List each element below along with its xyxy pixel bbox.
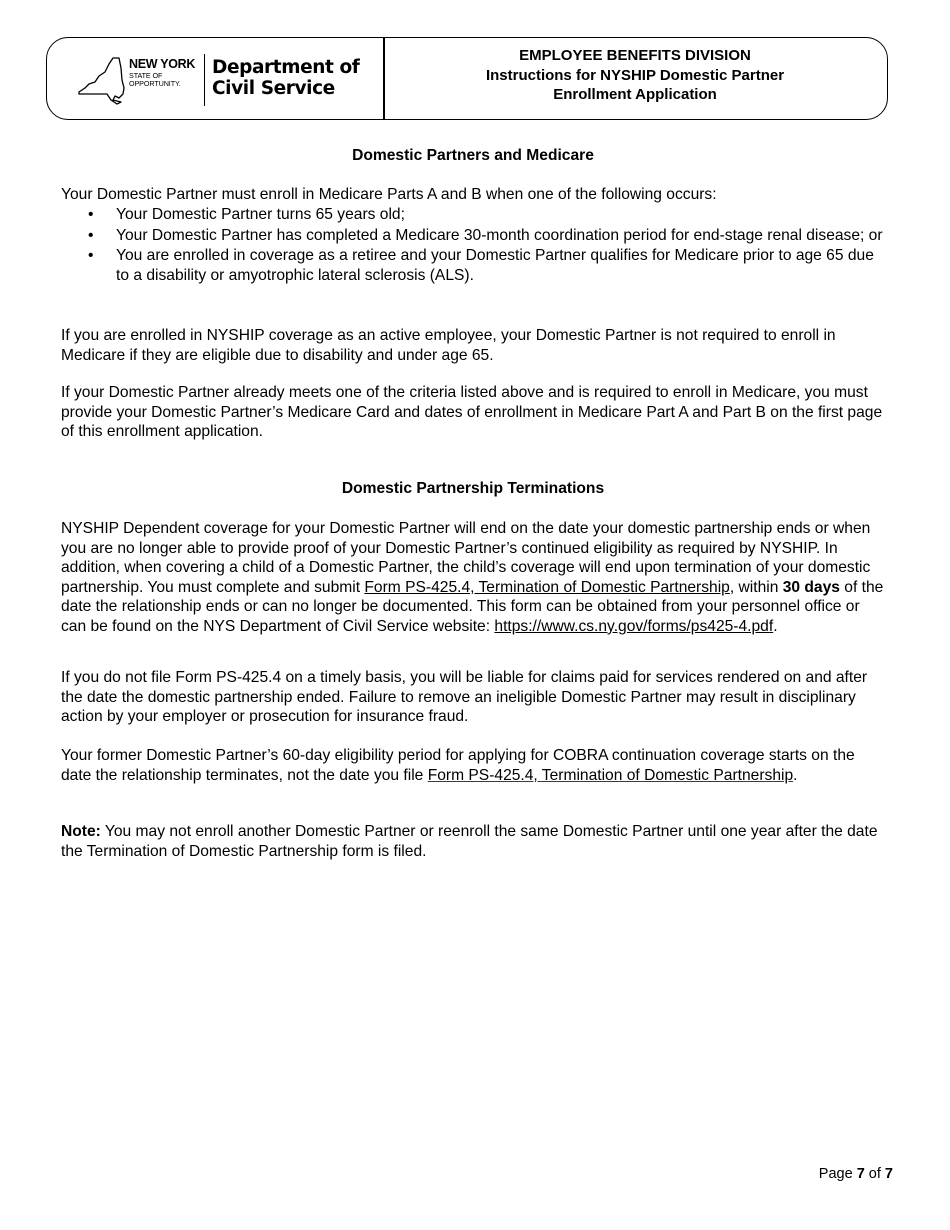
page-number: Page 7 of 7	[818, 1166, 893, 1182]
list-item: • Your Domestic Partner has completed a Medicare 30-month coordination period for end-stage renal disease; or	[61, 226, 887, 246]
department-line-1: Department of	[212, 57, 360, 78]
state-name: NEW YORK	[129, 57, 196, 71]
section-heading-medicare: Domestic Partners and Medicare	[352, 147, 594, 164]
form-ps425-4-link[interactable]: Form PS-425.4, Termination of Domestic Partnership	[427, 766, 794, 784]
page-header	[46, 37, 888, 120]
medicare-criteria-list	[61, 205, 887, 286]
state-tagline-2: OPPORTUNITY.	[129, 78, 181, 88]
list-item: • Your Domestic Partner turns 65 years old;	[61, 205, 887, 225]
note-paragraph: Note: You may not enroll another Domestic Partner or reenroll the same Domestic Partner until one year after the date the Termination of Domestic Partnership form is filed.	[61, 823, 878, 860]
cobra-paragraph: Your former Domestic Partner’s 60-day eligibility period for applying for COBRA continuation coverage starts on the date the relationship terminates, not the date you file Form PS-425.4, Termination of Domestic Partnership.	[61, 747, 855, 784]
form-url-link[interactable]: https://www.cs.ny.gov/forms/ps425-4.pdf	[494, 617, 774, 635]
note-label: Note:	[61, 823, 101, 840]
department-line-2: Civil Service	[212, 78, 335, 99]
state-tagline-1: STATE OF	[129, 70, 163, 80]
list-item: • You are enrolled in coverage as a retiree and your Domestic Partner qualifies for Medicare prior to age 65 due to a disability or amyotrophic lateral sclerosis (ALS).	[61, 246, 887, 285]
active-employee-paragraph: If you are enrolled in NYSHIP coverage as an active employee, your Domestic Partner is not required to enroll in Medicare if they are eligible due to disability and under age 65.	[61, 327, 836, 364]
department-wordmark	[212, 57, 359, 99]
title-line-3: Enrollment Application	[553, 86, 717, 103]
section-heading-terminations: Domestic Partnership Terminations	[341, 480, 605, 497]
termination-paragraph: NYSHIP Dependent coverage for your Domestic Partner will end on the date your domestic partnership ends or when you are no longer able to provide proof of your Domestic Partner’s continued eligibility as required by NYSHIP. In addition, when covering a child of a Domestic Partner, the child’s coverage will end upon termination of your domestic partnership. You must complete and submit Form PS-425.4, Termination of Domestic Partnership, within 30 days of the date the relationship ends or can no longer be documented. This form can be obtained from your personnel office or can be found on the NYS Department of Civil Service website: https://www.cs.ny.gov/forms/ps425-4.pdf.	[61, 520, 884, 635]
document-title	[383, 46, 887, 105]
logo-divider	[204, 54, 205, 106]
state-wordmark	[129, 58, 195, 87]
division-name: EMPLOYEE BENEFITS DIVISION	[519, 47, 751, 64]
nys-civil-service-logo	[75, 50, 375, 110]
title-line-2: Instructions for NYSHIP Domestic Partner	[485, 66, 785, 84]
deadline-emphasis: 30 days	[782, 578, 840, 596]
medicare-intro: Your Domestic Partner must enroll in Medicare Parts A and B when one of the following occurs:	[61, 186, 717, 203]
new-york-state-map-icon	[75, 54, 127, 106]
liability-paragraph: If you do not file Form PS-425.4 on a timely basis, you will be liable for claims paid for services rendered on and after the date the domestic partnership ended. Failure to remove an ineligible Domestic Partner may result in disciplinary action by your employer or prosecution for insurance fraud.	[61, 669, 868, 726]
form-ps425-4-link[interactable]: Form PS-425.4, Termination of Domestic Partnership	[364, 578, 730, 596]
medicare-card-paragraph: If your Domestic Partner already meets one of the criteria listed above and is required to enroll in Medicare, you must provide your Domestic Partner’s Medicare Card and dates of enrollment in Medicare Part A and Part B on the first page of this enrollment application.	[61, 384, 883, 441]
